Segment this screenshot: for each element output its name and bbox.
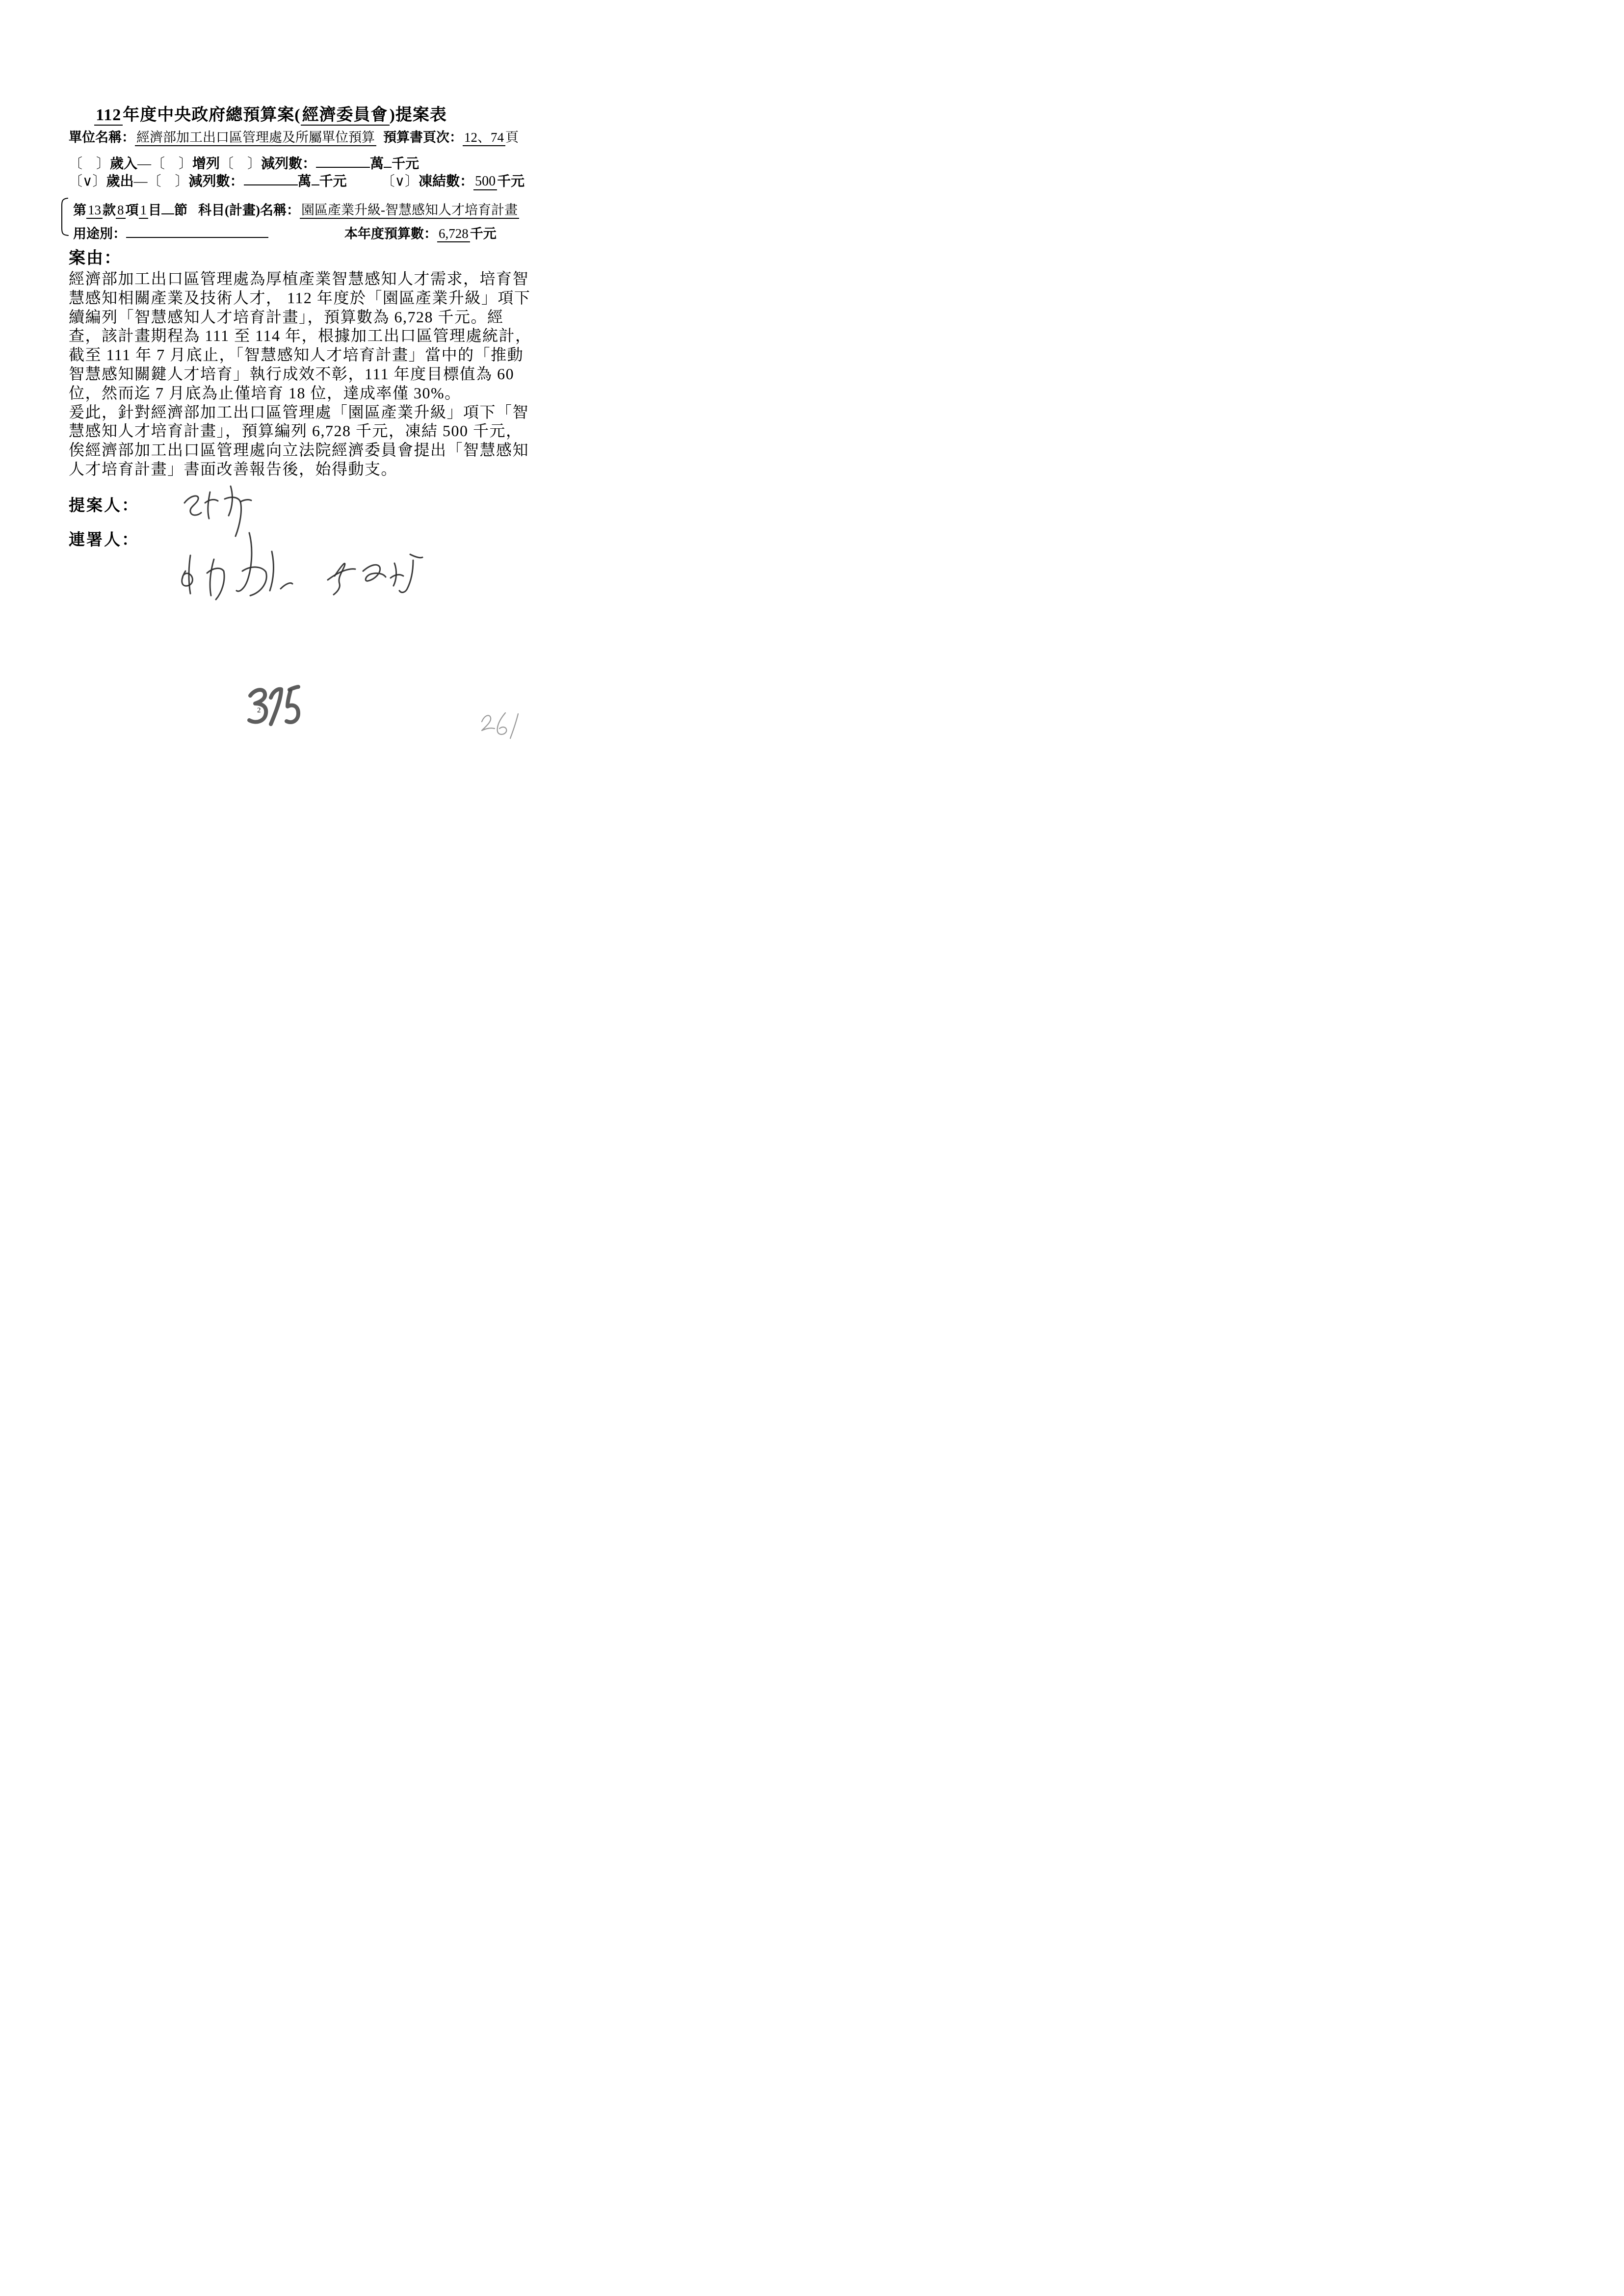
freeze-value: 500: [473, 174, 497, 190]
subject-label: 科目(計畫)名稱：: [198, 203, 300, 218]
blank-underline: [126, 223, 268, 238]
di-label: 第: [73, 203, 86, 218]
thousand-unit: 千元: [392, 156, 419, 172]
dash: —: [133, 174, 148, 189]
blank-underline: [161, 200, 174, 214]
xiang-number: 8: [116, 203, 126, 219]
case-line: 慧感知人才培育計畫」，預算編列 6,728 千元，凍結 500 千元，: [69, 422, 523, 440]
budget-pages-unit: 頁: [505, 130, 519, 145]
case-line: 截至 111 年 7 月底止，「智慧感知人才培育計畫」當中的「推動: [69, 346, 524, 364]
page-title: [0, 101, 541, 125]
case-line: 智慧感知關鍵人才培育」執行成效不彰，111 年度目標值為 60: [69, 365, 515, 383]
cosigner-signature-1: [171, 524, 296, 612]
case-line: 爰此，針對經濟部加工出口區管理處「園區產業升級」項下「智: [69, 403, 529, 421]
thousand-unit: 千元: [319, 174, 347, 189]
case-line: 俟經濟部加工出口區管理處向立法院經濟委員會提出「智慧感知: [69, 441, 529, 459]
checkbox-checked: 〔∨〕: [69, 174, 106, 189]
case-heading: 案由：: [69, 249, 122, 267]
scanned-proposal-form: [0, 0, 541, 765]
unit-name-label: 單位名稱：: [69, 130, 135, 145]
mu-label: 目: [148, 203, 161, 218]
usage-row: [73, 223, 497, 243]
decrease-label: 減列數：: [188, 174, 244, 189]
annual-budget-value: 6,728: [437, 226, 470, 242]
blank-underline: [244, 170, 298, 185]
case-body: [69, 269, 532, 479]
budget-item-row: [73, 200, 519, 219]
checkbox-empty: 〔 〕: [220, 156, 262, 172]
title-year: 112: [94, 106, 123, 126]
corner-handwritten-number: [475, 710, 526, 741]
checkbox-checked: 〔∨〕: [381, 174, 419, 189]
blank-underline: [384, 153, 392, 168]
handwritten-page-number: [242, 685, 300, 729]
unit-name-value: 經濟部加工出口區管理處及所屬單位預算: [135, 130, 376, 146]
mu-number: 1: [139, 203, 149, 219]
expenditure-label: 歲出: [106, 174, 134, 189]
freeze-unit: 千元: [497, 174, 525, 189]
checkbox-empty: 〔 〕: [147, 174, 189, 189]
revenue-label: 歲入: [110, 156, 138, 172]
annual-budget-label: 本年度預算數：: [344, 226, 437, 241]
proposer-label: 提案人：: [69, 497, 139, 515]
kuan-label: 款: [103, 203, 116, 218]
case-line: 續編列「智慧感知人才培育計畫」，預算數為 6,728 千元。經: [69, 308, 504, 326]
budget-pages-value: 12、74: [463, 130, 505, 146]
unit-name-row: [69, 129, 519, 146]
expenditure-row: [69, 170, 524, 191]
increase-label: 增列: [192, 156, 220, 172]
wan-unit: 萬: [297, 174, 312, 189]
checkbox-empty: 〔 〕: [69, 156, 110, 172]
dash: —: [137, 156, 152, 172]
annual-budget-unit: 千元: [470, 226, 497, 241]
printed-page-number: 2: [257, 706, 261, 714]
cosigner-label: 連署人：: [69, 531, 139, 549]
case-line: 查，該計畫期程為 111 至 114 年，根據加工出口區管理處統計，: [69, 327, 532, 345]
checkbox-empty: 〔 〕: [151, 156, 193, 172]
wan-unit: 萬: [370, 156, 384, 172]
case-line: 慧感知相關產業及技術人才， 112 年度於「園區產業升級」項下: [69, 288, 531, 307]
title-mid: 年度中央政府總預算案(: [123, 106, 301, 124]
subject-value: 園區產業升級-智慧感知人才培育計畫: [300, 203, 519, 219]
blank-underline: [312, 170, 319, 185]
jie-label: 節: [174, 203, 187, 218]
blank-underline: [316, 153, 370, 168]
xiang-label: 項: [125, 203, 139, 218]
title-committee: 經濟委員會: [301, 106, 390, 126]
group-bracket: [59, 197, 69, 236]
case-line: 經濟部加工出口區管理處為厚植產業智慧感知人才需求，培育智: [69, 270, 529, 287]
case-line: 人才培育計畫」書面改善報告後，始得動支。: [69, 460, 398, 478]
case-line: 位，然而迄 7 月底為止僅培育 18 位，達成率僅 30%。: [69, 384, 461, 402]
freeze-label: 凍結數：: [419, 174, 474, 189]
title-suffix: )提案表: [389, 106, 447, 124]
budget-pages-label: 預算書頁次：: [383, 130, 463, 145]
cosigner-signature-2: [318, 549, 423, 599]
usage-label: 用途別：: [73, 226, 126, 241]
decrease-label: 減列數：: [261, 156, 316, 172]
kuan-number: 13: [86, 203, 103, 219]
